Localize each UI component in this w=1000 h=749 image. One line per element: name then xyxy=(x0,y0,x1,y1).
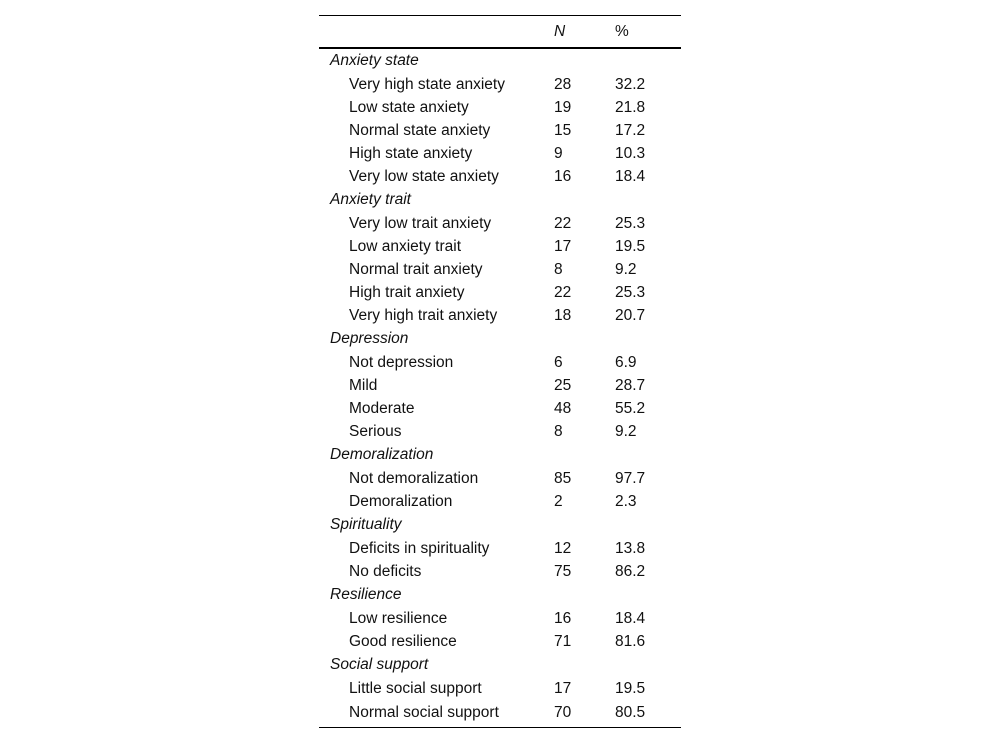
row-n: 16 xyxy=(554,609,572,627)
table-body xyxy=(319,48,681,728)
table-row xyxy=(319,374,681,397)
row-n: 75 xyxy=(554,562,572,580)
group-row xyxy=(319,513,681,537)
table-row xyxy=(319,420,681,443)
table-row xyxy=(319,351,681,374)
row-label: Good resilience xyxy=(349,632,457,650)
row-label: Deficits in spirituality xyxy=(349,539,490,557)
row-n: 12 xyxy=(554,539,572,557)
row-label: Demoralization xyxy=(349,492,453,510)
row-label: Low state anxiety xyxy=(349,98,469,116)
row-n: 18 xyxy=(554,306,572,324)
table-row xyxy=(319,258,681,281)
table-row xyxy=(319,281,681,304)
row-n: 19 xyxy=(554,98,572,116)
group-title: Demoralization xyxy=(330,446,434,463)
row-percent: 21.8 xyxy=(615,98,646,116)
row-percent: 55.2 xyxy=(615,399,646,417)
row-label: Very low trait anxiety xyxy=(349,214,492,232)
table-row xyxy=(319,119,681,142)
header-percent: % xyxy=(615,22,629,40)
row-percent: 25.3 xyxy=(615,214,646,232)
results-table-container xyxy=(319,15,681,728)
row-label: Very high trait anxiety xyxy=(349,306,498,324)
row-n: 48 xyxy=(554,399,572,417)
group-title: Resilience xyxy=(330,586,402,603)
table-row xyxy=(319,700,681,728)
row-percent: 32.2 xyxy=(615,75,646,93)
row-n: 2 xyxy=(554,492,563,510)
header-n: N xyxy=(554,22,566,40)
row-n: 9 xyxy=(554,144,563,162)
table-header xyxy=(319,16,681,49)
group-title: Depression xyxy=(330,330,409,347)
row-label: Very high state anxiety xyxy=(349,75,505,93)
table-row xyxy=(319,96,681,119)
group-row xyxy=(319,443,681,467)
group-title: Anxiety state xyxy=(330,52,419,69)
row-label: Moderate xyxy=(349,399,415,417)
row-n: 15 xyxy=(554,121,572,139)
row-percent: 9.2 xyxy=(615,260,637,278)
row-percent: 18.4 xyxy=(615,609,646,627)
row-n: 25 xyxy=(554,376,572,394)
row-n: 71 xyxy=(554,632,572,650)
table-row xyxy=(319,677,681,700)
row-label: No deficits xyxy=(349,562,422,580)
row-label: Little social support xyxy=(349,679,482,697)
table-row xyxy=(319,165,681,188)
row-percent: 25.3 xyxy=(615,283,646,301)
row-label: Very low state anxiety xyxy=(349,167,499,185)
row-percent: 17.2 xyxy=(615,121,646,139)
row-n: 8 xyxy=(554,260,563,278)
table-row xyxy=(319,537,681,560)
row-n: 17 xyxy=(554,237,572,255)
row-percent: 28.7 xyxy=(615,376,646,394)
row-percent: 19.5 xyxy=(615,237,646,255)
row-percent: 13.8 xyxy=(615,539,646,557)
row-label: Low resilience xyxy=(349,609,448,627)
row-percent: 6.9 xyxy=(615,353,637,371)
row-n: 16 xyxy=(554,167,572,185)
table-row xyxy=(319,490,681,513)
table-row xyxy=(319,73,681,96)
row-label: Serious xyxy=(349,422,402,440)
row-label: Normal trait anxiety xyxy=(349,260,483,278)
row-n: 70 xyxy=(554,703,572,721)
table-row xyxy=(319,560,681,583)
row-percent: 18.4 xyxy=(615,167,646,185)
group-row xyxy=(319,327,681,351)
row-percent: 9.2 xyxy=(615,422,637,440)
table-row xyxy=(319,467,681,490)
row-label: Low anxiety trait xyxy=(349,237,461,255)
row-percent: 86.2 xyxy=(615,562,646,580)
row-percent: 10.3 xyxy=(615,144,646,162)
group-title: Spirituality xyxy=(330,516,402,533)
table-row xyxy=(319,142,681,165)
row-percent: 97.7 xyxy=(615,469,646,487)
table-row xyxy=(319,235,681,258)
row-percent: 2.3 xyxy=(615,492,637,510)
table-row xyxy=(319,607,681,630)
table-row xyxy=(319,397,681,420)
header-label xyxy=(319,16,554,49)
row-label: High trait anxiety xyxy=(349,283,465,301)
row-percent: 20.7 xyxy=(615,306,646,324)
results-table xyxy=(319,15,681,728)
row-percent: 80.5 xyxy=(615,703,646,721)
group-row xyxy=(319,653,681,677)
table-row xyxy=(319,304,681,327)
row-label: Not depression xyxy=(349,353,454,371)
row-n: 17 xyxy=(554,679,572,697)
table-row xyxy=(319,212,681,235)
row-n: 22 xyxy=(554,283,572,301)
row-n: 8 xyxy=(554,422,563,440)
row-label: Normal social support xyxy=(349,703,499,721)
header-row xyxy=(319,16,681,49)
table-row xyxy=(319,630,681,653)
row-label: Normal state anxiety xyxy=(349,121,491,139)
group-row xyxy=(319,188,681,212)
row-n: 28 xyxy=(554,75,572,93)
row-n: 85 xyxy=(554,469,572,487)
row-n: 6 xyxy=(554,353,563,371)
group-row xyxy=(319,48,681,73)
group-title: Anxiety trait xyxy=(330,191,411,208)
group-title: Social support xyxy=(330,656,429,673)
row-percent: 81.6 xyxy=(615,632,646,650)
row-label: Not demoralization xyxy=(349,469,479,487)
row-n: 22 xyxy=(554,214,572,232)
group-row xyxy=(319,583,681,607)
row-label: Mild xyxy=(349,376,378,394)
row-label: High state anxiety xyxy=(349,144,473,162)
row-percent: 19.5 xyxy=(615,679,646,697)
